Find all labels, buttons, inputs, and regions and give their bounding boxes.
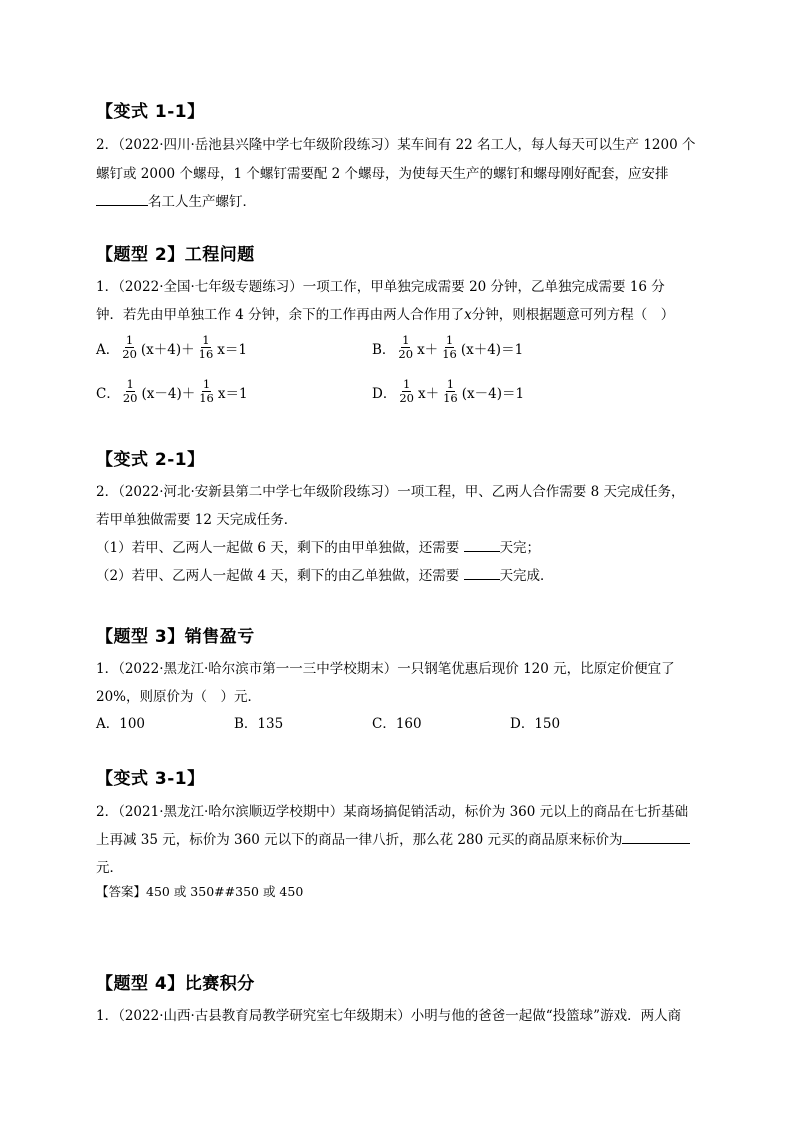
answer-blank[interactable] [96, 191, 148, 206]
q5-line-2 [96, 828, 690, 848]
option-label: D． [372, 385, 397, 402]
q2-option-d[interactable] [372, 378, 525, 405]
q3-line-1: 2．（2022·河北·安新县第二中学七年级阶段练习）一项工程，甲、乙两人合作需要 8 天完成任务， [96, 484, 685, 500]
fraction-numerator: 1 [402, 333, 410, 347]
fraction-denominator: 16 [198, 347, 214, 361]
section-heading-type-4: 【题型 4】比赛积分 [96, 974, 255, 994]
q3-part-1-text: （1）若甲、乙两人一起做 6 天，剩下的由甲单独做，还需要 [96, 540, 460, 556]
q2-option-c[interactable] [96, 378, 249, 405]
q2-option-b[interactable] [372, 334, 524, 361]
q5-line-1: 2．（2021·黑龙江·哈尔滨顺迈学校期中）某商场搞促销活动，标价为 360 元以上的商品在七折基础 [96, 804, 689, 820]
section-heading-variant-2-1: 【变式 2-1】 [96, 450, 205, 470]
q6-line-1: 1．（2022·山西·古县教育局教学研究室七年级期末）小明与他的爸爸一起做“投篮球”游戏．两人商 [96, 1008, 682, 1024]
q4-option-b[interactable]: B．135 [234, 716, 284, 732]
fraction [121, 334, 138, 361]
fraction-denominator: 16 [199, 391, 214, 405]
q2-line-2-b: 分钟，则根据题意可列方程（ ） [471, 307, 675, 323]
q2-variable-x: x [464, 307, 472, 323]
fraction-denominator: 16 [443, 391, 458, 405]
fraction-denominator: 16 [442, 347, 457, 361]
q4-line-1: 1．（2022·黑龙江·哈尔滨市第一一三中学校期末）一只钢笔优惠后现价 120 元，比原定价便宜了 [96, 661, 675, 677]
q1-line-2: 螺钉或 2000 个螺母，1 个螺钉需要配 2 个螺母，为使每天生产的螺钉和螺母刚好配套，应安排 [96, 166, 669, 182]
section-heading-type-2: 【题型 2】工程问题 [96, 245, 255, 265]
option-label: C． [96, 385, 120, 402]
option-label: A． [96, 341, 120, 358]
q4-option-a[interactable]: A．100 [96, 716, 146, 732]
fraction-numerator: 1 [445, 333, 454, 347]
q2-line-2 [96, 303, 674, 323]
q5-line-2-text: 上再减 35 元，标价为 360 元以下的商品一律八折，那么花 280 元买的商品原来标价为 [96, 832, 623, 848]
answer-blank[interactable] [622, 829, 690, 844]
q5-answer: 【答案】450 或 350##350 或 450 [96, 884, 304, 899]
section-heading-type-3: 【题型 3】销售盈亏 [96, 627, 255, 647]
q4-option-d[interactable]: D．150 [510, 716, 561, 732]
q2-line-1: 1．（2022·全国·七年级专题练习）一项工作，甲单独完成需要 20 分钟，乙单独完成需要 16 分 [96, 279, 665, 295]
q3-line-2: 若甲单独做需要 12 天完成任务． [96, 512, 298, 528]
q1-line-3-text: 名工人生产螺钉． [148, 194, 256, 210]
q3-part-1-tail: 天完； [499, 540, 541, 556]
equation-part: x＋ [417, 341, 439, 358]
section-heading-variant-3-1: 【变式 3-1】 [96, 769, 205, 789]
q5-line-3: 元． [96, 860, 123, 876]
q3-line-3 [96, 536, 540, 556]
fraction [198, 334, 215, 361]
equation-part: (x－4)＝1 [461, 385, 525, 402]
fraction [398, 378, 415, 405]
equation-part: (x＋4)＝1 [460, 341, 524, 358]
fraction-denominator: 20 [122, 347, 137, 361]
answer-blank[interactable] [464, 565, 500, 580]
fraction [198, 378, 215, 405]
equation-part: x＝1 [217, 341, 247, 358]
option-label: B． [372, 341, 396, 358]
equation-part: x＋ [417, 385, 440, 402]
q4-option-c[interactable]: C．160 [372, 716, 422, 732]
q3-part-2-tail: 天完成． [499, 568, 554, 584]
fraction [397, 334, 414, 361]
fraction-numerator: 1 [126, 377, 134, 391]
fraction-numerator: 1 [402, 377, 411, 391]
fraction-numerator: 1 [125, 333, 134, 347]
q1-line-3 [96, 190, 256, 210]
fraction-numerator: 1 [446, 377, 455, 391]
fraction [442, 378, 459, 405]
answer-blank[interactable] [464, 537, 500, 552]
section-heading-variant-1-1: 【变式 1-1】 [96, 102, 205, 122]
q4-line-2: 20%，则原价为（ ）元． [96, 689, 262, 705]
equation-part: (x－4)＋ [141, 385, 196, 402]
equation-part: x＝1 [217, 385, 248, 402]
equation-part: (x＋4)＋ [140, 341, 195, 358]
fraction-denominator: 20 [399, 391, 414, 405]
fraction-denominator: 20 [398, 347, 414, 361]
q2-option-a[interactable] [96, 334, 248, 361]
fraction [122, 378, 139, 405]
q3-line-4 [96, 564, 554, 584]
q1-line-1: 2．（2022·四川·岳池县兴隆中学七年级阶段练习）某车间有 22 名工人，每人每天可以生产 1200 个 [96, 137, 696, 153]
q2-line-2-a: 钟．若先由甲单独工作 4 分钟，余下的工作再由两人合作用了 [96, 307, 465, 323]
fraction-numerator: 1 [202, 377, 211, 391]
q3-part-2-text: （2）若甲、乙两人一起做 4 天，剩下的由乙单独做，还需要 [96, 568, 460, 584]
fraction-numerator: 1 [202, 333, 210, 347]
fraction-denominator: 20 [122, 391, 138, 405]
fraction [441, 334, 458, 361]
